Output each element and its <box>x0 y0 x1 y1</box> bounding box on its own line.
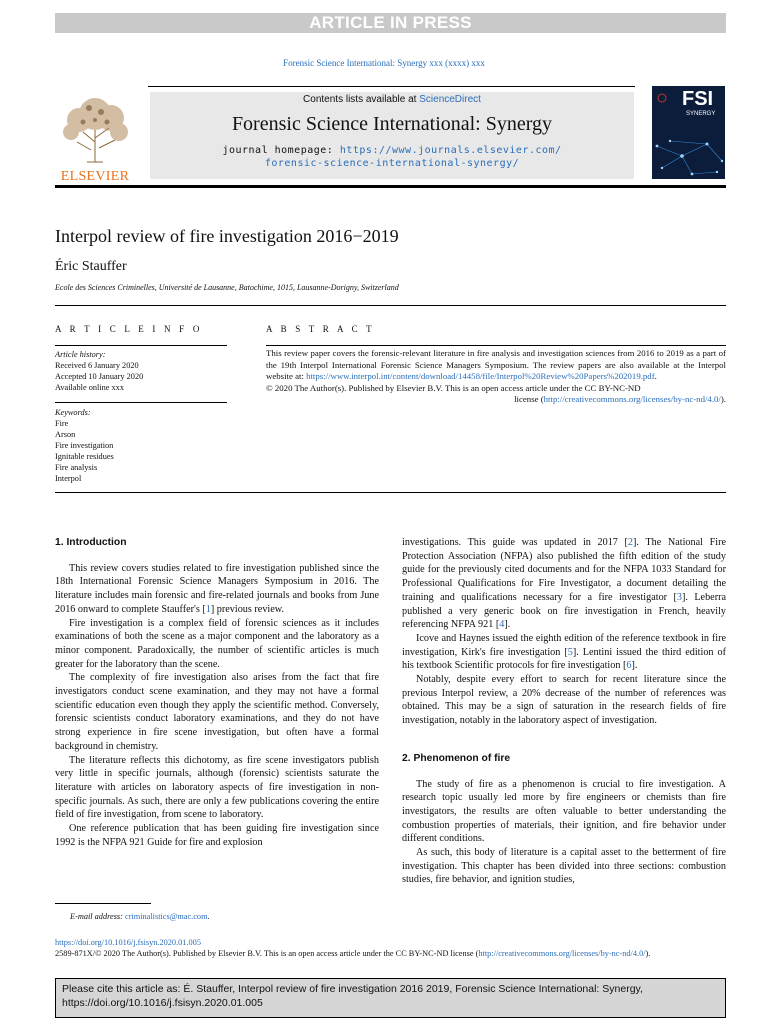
keyword-item: Fire investigation <box>55 441 114 450</box>
reference-link[interactable]: 6 <box>626 660 632 672</box>
cover-subtitle: SYNERGY <box>686 111 716 117</box>
section-heading-phenomenon: 2. Phenomenon of fire <box>402 752 511 764</box>
article-info-rule <box>55 345 227 346</box>
paragraph-text: investigations. This guide was updated in 2017 [ <box>402 537 628 548</box>
body-paragraph <box>402 536 726 632</box>
interpol-review-link[interactable]: https://www.interpol.int/content/download/14458/file/Interpol%20Review%20Papers%202019.pdf <box>306 371 655 381</box>
paragraph-text: ]. <box>631 660 638 672</box>
header-top-rule <box>148 86 635 87</box>
paragraph-text: ]. The National Fire Protection Association (NFPA) also published the fifth edition of the study guide for the previously cited documents and for the NFPA 1033 Standard for Professional Qualifications for Fire Investigator, a document detailing the training and qualifications necessary for a fire investigator [ <box>402 537 726 603</box>
body-paragraph <box>55 562 379 617</box>
body-right-column <box>402 536 726 887</box>
paragraph-text: ]. <box>504 619 511 631</box>
reference-link[interactable]: 4 <box>499 619 505 631</box>
body-left-column <box>55 536 379 849</box>
paragraph-text: Icove and Haynes issued the eighth edition of the reference textbook in fire investigation, Kirk's fire investigation [ <box>402 632 726 658</box>
elsevier-logo[interactable] <box>55 92 135 182</box>
reference-link[interactable]: 2 <box>627 537 633 548</box>
article-info-label: A R T I C L E I N F O <box>55 324 203 334</box>
license-link[interactable]: http://creativecommons.org/licenses/by-nc-nd/4.0/ <box>543 394 721 404</box>
body-paragraph: As such, this body of literature is a capital asset to the betterment of fire investigation. This chapter has been divided into three sections: combustion studies, fire behavior, and ignition studies, <box>402 847 726 886</box>
article-title: Interpol review of fire investigation 2016−2019 <box>55 226 399 246</box>
paragraph-text: ]. Lentini issued the third edition of his textbook Scientific protocols for fire investigation [ <box>402 646 726 672</box>
body-paragraph: One reference publication that has been guiding fire investigation since 1992 is the NFPA 921 Guide for fire and explosion <box>55 823 379 848</box>
paragraph-text: ]. Leberra published a very generic book on fire investigation in French, heavily referencing NFPA 921 [ <box>402 591 727 631</box>
section-heading-introduction: 1. Introduction <box>55 537 127 548</box>
keyword-item: Arson <box>55 430 76 439</box>
journal-citation-link[interactable]: Forensic Science International: Synergy xxx (xxxx) xxx <box>283 58 485 68</box>
title-divider <box>55 305 726 306</box>
license-suffix: ). <box>720 394 726 404</box>
section-spacer <box>402 728 726 752</box>
copyright-notice <box>55 948 726 959</box>
keywords-label: Keywords: <box>55 408 91 417</box>
copyright-text: 2589-871X/© 2020 The Author(s). Published by Elsevier B.V. This is an open access article under the CC BY-NC-ND license ( <box>55 949 479 958</box>
cover-title: FSI <box>682 88 714 110</box>
footnote-rule <box>55 903 151 904</box>
body-paragraph: Fire investigation is a complex field of forensic sciences as it includes examinations of both the scene as a major component and the laboratory as a minor component. Paradoxically, the number of scientific articles is much greater for the laboratory than the scene. <box>55 617 379 670</box>
body-paragraph: The study of fire as a phenomenon is crucial to fire investigation. A research topic usually led more by fire engineers or chemists than fire investigators, the results are often valuable to better understanding the combustion properties of materials, their ignition, and fire behavior under different conditions. <box>402 778 726 845</box>
homepage-label: journal homepage: <box>222 145 334 156</box>
reference-link[interactable]: 5 <box>567 646 573 658</box>
homepage-link-line2[interactable]: forensic-science-international-synergy/ <box>264 158 520 169</box>
abstract-rule <box>266 345 726 346</box>
abstract-period: . <box>654 371 657 381</box>
abstract-copyright: © 2020 The Author(s). Published by Elsevier B.V. This is an open access article under the CC BY-NC-ND <box>266 382 641 393</box>
reference-link[interactable]: 3 <box>676 591 682 603</box>
keywords-block <box>55 407 227 484</box>
elsevier-tree-icon <box>55 92 135 164</box>
header-thick-rule <box>55 185 726 188</box>
article-in-press-banner: ARTICLE IN PRESS <box>55 13 726 33</box>
article-history <box>55 349 227 393</box>
body-paragraph: The complexity of fire investigation also arises from the fact that fire investigators conduct scene examination, and they may not have a formal scientific education even though they apply the scientific method. Conversely, forensic scientists conduct laboratory examinations, and they do not have strong experience in fire scene investigation, but often have a formal background in chemistry. <box>55 672 379 752</box>
history-label: Article history: <box>55 350 106 359</box>
keyword-item: Fire analysis <box>55 463 98 472</box>
publisher-name: ELSEVIER <box>60 169 130 184</box>
contents-label: Contents lists available at <box>303 94 417 105</box>
body-paragraph: Notably, despite every effort to search for recent literature since the previous Interpol review, a 20% decrease of the number of references was obtained. This may be a sign of saturation in the research fields of fire investigation, notably in the laboratory aspect of investigation. <box>402 674 726 727</box>
body-paragraph <box>402 632 726 673</box>
journal-cover-image[interactable] <box>652 86 725 179</box>
email-period: . <box>207 912 210 921</box>
abstract-body <box>266 348 726 406</box>
doi-link[interactable]: https://doi.org/10.1016/j.fsisyn.2020.01.005 <box>55 938 201 947</box>
sciencedirect-link[interactable]: ScienceDirect <box>419 94 481 105</box>
abstract-text: This review paper covers the forensic-relevant literature in fire analysis and investigation sciences from 2016 to 2019 as a part of the 19th Interpol International Forensic Science Managers Symposium. The review papers are also available at the Interpol website at: <box>266 348 726 381</box>
author-email-link[interactable]: criminalistics@mac.com <box>125 912 208 921</box>
online-date: Available online xxx <box>55 383 124 392</box>
license-prefix: license ( <box>514 394 544 404</box>
keywords-rule <box>55 402 227 403</box>
paragraph-text: ] previous review. <box>210 603 285 615</box>
article-author: Éric Stauffer <box>55 259 127 274</box>
reference-link[interactable]: 1 <box>205 603 211 615</box>
paragraph-text: This review covers studies related to fire investigation published since the 18th International Forensic Science Managers Symposium in 2016. The literature includes main forensic and fire-related journals and books from June 2016 onward to complete Stauffer's [ <box>55 562 379 615</box>
body-paragraph: The literature reflects this dichotomy, as fire scene investigators publish very little in specific journals, although (forensic) scientists saturate the literature with articles on laboratory aspects of fire investigation in non-specific journals. As such, there are only a few publications covering the entire field of fire investigation, from scene to laboratory. <box>55 754 379 821</box>
homepage-link-line1[interactable]: https://www.journals.elsevier.com/ <box>339 145 562 156</box>
keyword-item: Fire <box>55 419 69 428</box>
keyword-item: Interpol <box>55 474 82 483</box>
accepted-date: Accepted 10 January 2020 <box>55 372 144 381</box>
abstract-label: A B S T R A C T <box>266 324 375 334</box>
front-matter-divider <box>55 492 726 493</box>
author-affiliation: Ecole des Sciences Criminelles, Université de Lausanne, Batochime, 1015, Lausanne-Dorigny, Switzerland <box>55 283 399 292</box>
author-email-line <box>70 912 210 921</box>
keyword-item: Ignitable residues <box>55 452 114 461</box>
received-date: Received 6 January 2020 <box>55 361 139 370</box>
journal-header-box <box>150 92 634 179</box>
copyright-end: ). <box>645 949 651 958</box>
citation-box: Please cite this article as: É. Stauffer, Interpol review of fire investigation 2016 2019, Forensic Science International: Synergy, https://doi.org/10.1016/j.fsisyn.2020.01.005 <box>55 978 726 1018</box>
journal-title: Forensic Science International: Synergy <box>231 113 553 135</box>
email-label: E-mail address: <box>70 912 123 921</box>
copyright-license-link[interactable]: http://creativecommons.org/licenses/by-nc-nd/4.0/ <box>478 949 646 958</box>
